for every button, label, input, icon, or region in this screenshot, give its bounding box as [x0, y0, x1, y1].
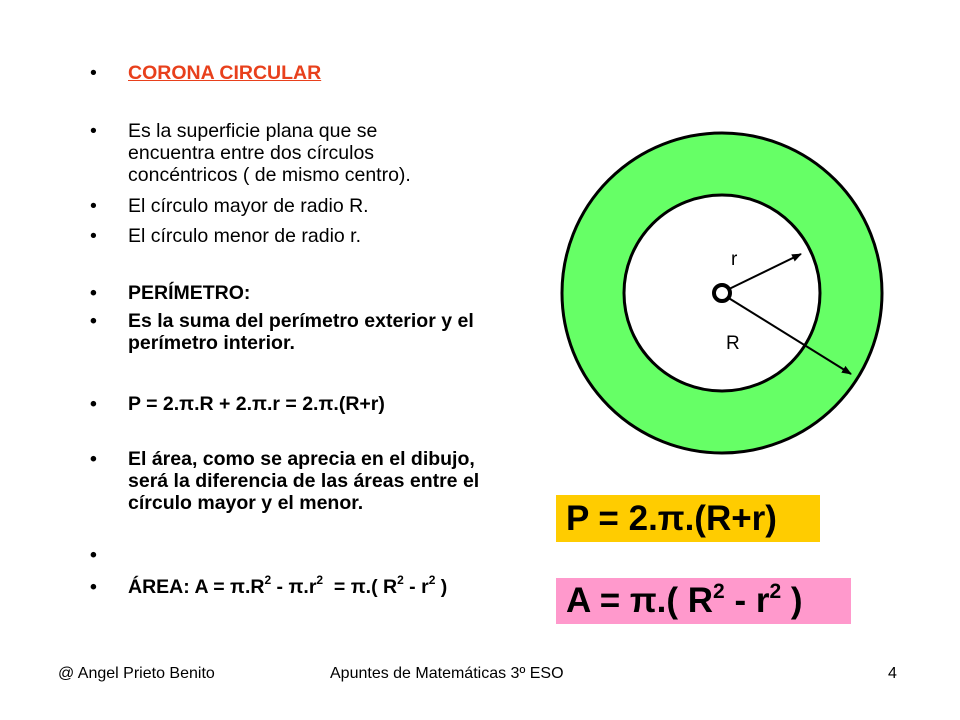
bullet-icon: • [90, 195, 97, 217]
description-text: Es la superficie plana que se encuentra entre dos círculos concéntricos ( de mismo centro). [128, 120, 411, 186]
area-formula-exponent: 2 [264, 573, 272, 587]
bullet-icon: • [90, 310, 97, 332]
area-formula-part: ÁREA: A = π.R [128, 576, 265, 598]
perimeter-description: Es la suma del perímetro exterior y el perímetro interior. [128, 310, 474, 354]
bullet-icon: • [90, 576, 97, 598]
bullet-icon: • [90, 544, 97, 566]
area-description: El área, como se aprecia en el dibujo, será la diferencia de las áreas entre el círculo mayor y el menor. [128, 448, 480, 514]
section-heading: CORONA CIRCULAR [128, 62, 322, 84]
bullet-icon: • [90, 225, 97, 247]
area-formula-exponent: 2 [428, 573, 436, 587]
area-box-part: ) [781, 581, 803, 620]
area-formula-part: - π.r [271, 576, 317, 598]
area-box-part: A = π.( R [566, 581, 714, 620]
label-R: R [726, 333, 740, 354]
list-item-big-circle [90, 195, 530, 217]
label-r: r [731, 249, 738, 270]
bullet-icon: • [90, 120, 97, 142]
area-formula-part: = π.( R [323, 576, 398, 598]
annulus-diagram [550, 125, 910, 465]
big-circle-text: El círculo mayor de radio R. [128, 195, 369, 217]
area-formula-exponent: 2 [397, 573, 404, 587]
bullet-icon: • [90, 448, 97, 470]
list-item-perimeter-heading [90, 282, 530, 304]
list-item-small-circle [90, 225, 530, 247]
area-formula-exponent: 2 [316, 573, 324, 587]
footer-author: @ Angel Prieto Benito [58, 665, 215, 682]
perimeter-formula: P = 2.π.R + 2.π.r = 2.π.(R+r) [128, 393, 385, 415]
perimeter-formula-box: P = 2.π.(R+r) [556, 495, 820, 542]
area-formula-part: ) [435, 576, 448, 598]
list-item-description [90, 120, 530, 186]
list-item-heading [90, 62, 530, 84]
area-formula-box [556, 578, 851, 624]
area-box-part: - r [724, 581, 770, 620]
list-item-area-formula [90, 573, 530, 598]
bullet-icon: • [90, 282, 97, 304]
small-circle-text: El círculo menor de radio r. [128, 225, 362, 247]
bullet-icon: • [90, 393, 97, 415]
area-formula [128, 573, 530, 598]
area-box-exponent: 2 [713, 580, 725, 603]
perimeter-heading: PERÍMETRO: [128, 282, 251, 304]
list-item-area-description [90, 448, 530, 514]
center-point [714, 285, 730, 301]
list-item-perimeter-description [90, 310, 530, 354]
footer-page-number: 4 [888, 665, 897, 682]
area-box-exponent: 2 [769, 580, 782, 603]
footer-course: Apuntes de Matemáticas 3º ESO [330, 665, 564, 682]
bullet-icon: • [90, 62, 97, 84]
area-formula-part: - r [403, 576, 429, 598]
list-item-perimeter-formula [90, 393, 530, 415]
